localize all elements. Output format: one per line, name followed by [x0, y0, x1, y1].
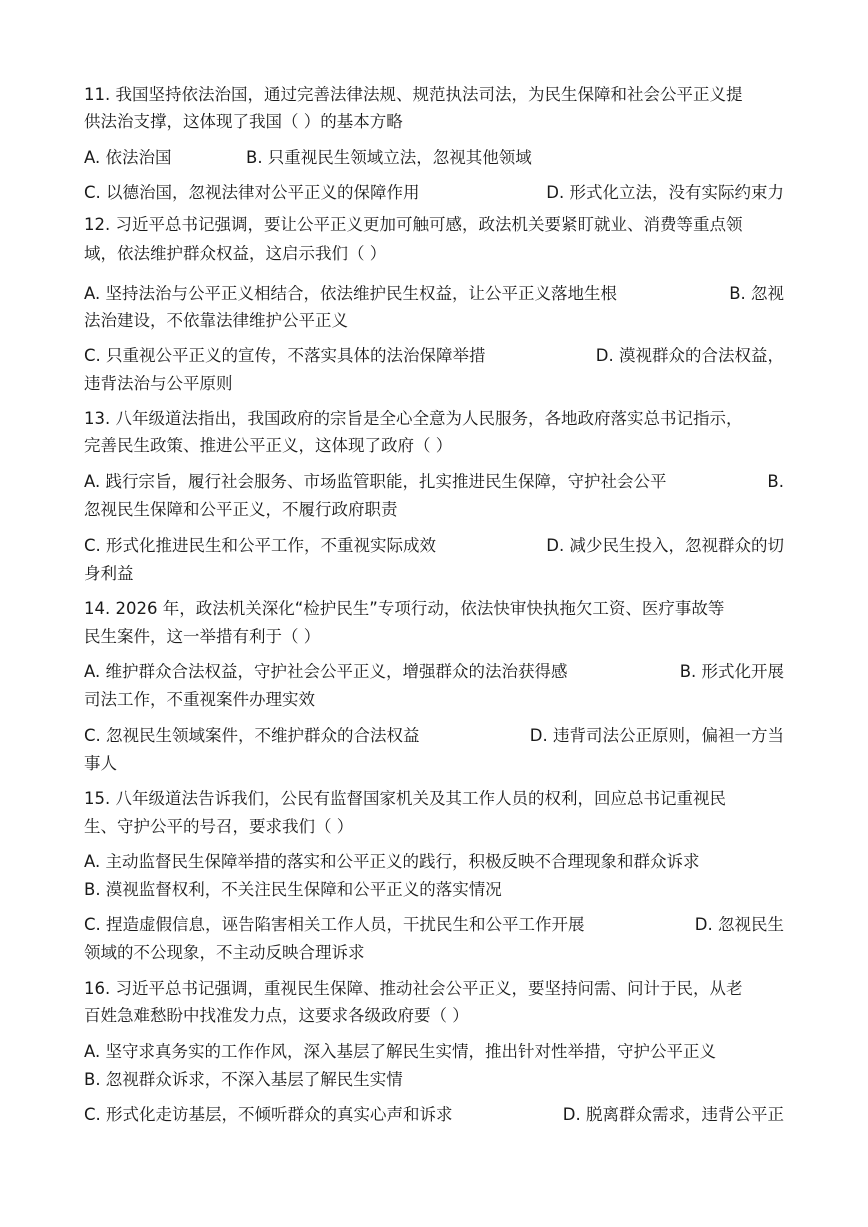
question-14-stem-line-1: 14. 2026 年，政法机关深化“检护民生”专项行动，依法快审快执拖欠工资、医疗事故等: [84, 599, 725, 618]
question-15-stem-line-2: 生、守护公平的号召，要求我们（ ）: [84, 817, 354, 836]
question-13-option-b: B.: [767, 472, 784, 491]
question-13-stem-line-2: 完善民生政策、推进公平正义，这体现了政府（ ）: [84, 436, 453, 455]
question-16-stem-line-1: 16. 习近平总书记强调，重视民生保障、推动社会公平正义，要坚持问需、问计于民，从老: [84, 979, 743, 998]
option-row: [84, 471, 784, 493]
question-14-option-a: A. 维护群众合法权益，守护社会公平正义，增强群众的法治获得感: [84, 662, 568, 681]
question-12-stem-line-2: 域，依法维护群众权益，这启示我们（ ）: [84, 244, 387, 263]
question-14-option-b-continued: 司法工作，不重视案件办理实效: [84, 690, 315, 709]
question-16-option-b: B. 忽视群众诉求，不深入基层了解民生实情: [84, 1070, 403, 1089]
question-12-option-d-continued: 违背法治与公平原则: [84, 374, 233, 393]
question-13-option-b-continued: 忽视民生保障和公平正义，不履行政府职责: [84, 500, 398, 519]
option-row: [84, 535, 784, 557]
question-11-stem-line-2: 供法治支撑，这体现了我国（ ）的基本方略: [84, 112, 403, 131]
question-13-option-d: D. 减少民生投入，忽视群众的切: [546, 536, 784, 555]
question-13-option-a: A. 践行宗旨，履行社会服务、市场监管职能，扎实推进民生保障，守护社会公平: [84, 472, 667, 491]
question-14-option-b: B. 形式化开展: [679, 662, 784, 681]
question-15-option-d: D. 忽视民生: [694, 915, 784, 934]
question-16-option-c: C. 形式化走访基层，不倾听群众的真实心声和诉求: [84, 1105, 453, 1124]
question-16-stem-line-2: 百姓急难愁盼中找准发力点，这要求各级政府要（ ）: [84, 1006, 469, 1025]
option-row: [84, 661, 784, 683]
question-11-option-c: C. 以德治国，忽视法律对公平正义的保障作用: [84, 183, 420, 202]
question-12-option-a: A. 坚持法治与公平正义相结合，依法维护民生权益，让公平正义落地生根: [84, 284, 617, 303]
question-14-stem-line-2: 民生案件，这一举措有利于（ ）: [84, 627, 321, 646]
option-row: [84, 725, 784, 747]
question-13-option-c: C. 形式化推进民生和公平工作，不重视实际成效: [84, 536, 437, 555]
question-16-option-d: D. 脱离群众需求，违背公平正: [562, 1105, 784, 1124]
option-row: [84, 1104, 784, 1126]
question-15-stem-line-1: 15. 八年级道法告诉我们，公民有监督国家机关及其工作人员的权利，回应总书记重视民: [84, 789, 726, 808]
question-12-option-b: B. 忽视: [729, 284, 784, 303]
question-12-option-c: C. 只重视公平正义的宣传，不落实具体的法治保障举措: [84, 346, 486, 365]
option-row: [84, 345, 784, 367]
question-13-stem-line-1: 13. 八年级道法指出，我国政府的宗旨是全心全意为人民服务，各地政府落实总书记指示，: [84, 409, 743, 428]
question-15-option-d-continued: 领域的不公现象，不主动反映合理诉求: [84, 943, 365, 962]
question-15-option-b: B. 漠视监督权利，不关注民生保障和公平正义的落实情况: [84, 880, 502, 899]
question-14-option-d: D. 违背司法公正原则，偏袒一方当: [529, 726, 784, 745]
question-14-option-d-continued: 事人: [84, 754, 117, 773]
question-16-option-a: A. 坚守求真务实的工作作风，深入基层了解民生实情，推出针对性举措，守护公平正义: [84, 1042, 716, 1061]
option-row: [84, 182, 784, 204]
option-row: [84, 147, 784, 169]
question-12-stem-line-1: 12. 习近平总书记强调，要让公平正义更加可触可感，政法机关要紧盯就业、消费等重点领: [84, 215, 743, 234]
option-row: [84, 914, 784, 936]
question-11-option-b: B. 只重视民生领域立法，忽视其他领域: [246, 148, 532, 167]
question-14-option-c: C. 忽视民生领域案件，不维护群众的合法权益: [84, 726, 420, 745]
question-12-option-d: D. 漠视群众的合法权益，: [595, 346, 784, 365]
question-13-option-d-continued: 身利益: [84, 564, 134, 583]
question-11-option-a: A. 依法治国: [84, 148, 172, 167]
question-11-stem-line-1: 11. 我国坚持依法治国，通过完善法律法规、规范执法司法，为民生保障和社会公平正义提: [84, 85, 743, 104]
option-row: [84, 283, 784, 305]
question-15-option-c: C. 捏造虚假信息，诬告陷害相关工作人员，干扰民生和公平工作开展: [84, 915, 585, 934]
question-15-option-a: A. 主动监督民生保障举措的落实和公平正义的践行，积极反映不合理现象和群众诉求: [84, 852, 700, 871]
question-12-option-b-continued: 法治建设，不依靠法律维护公平正义: [84, 311, 348, 330]
question-11-option-d: D. 形式化立法，没有实际约束力: [546, 183, 784, 202]
